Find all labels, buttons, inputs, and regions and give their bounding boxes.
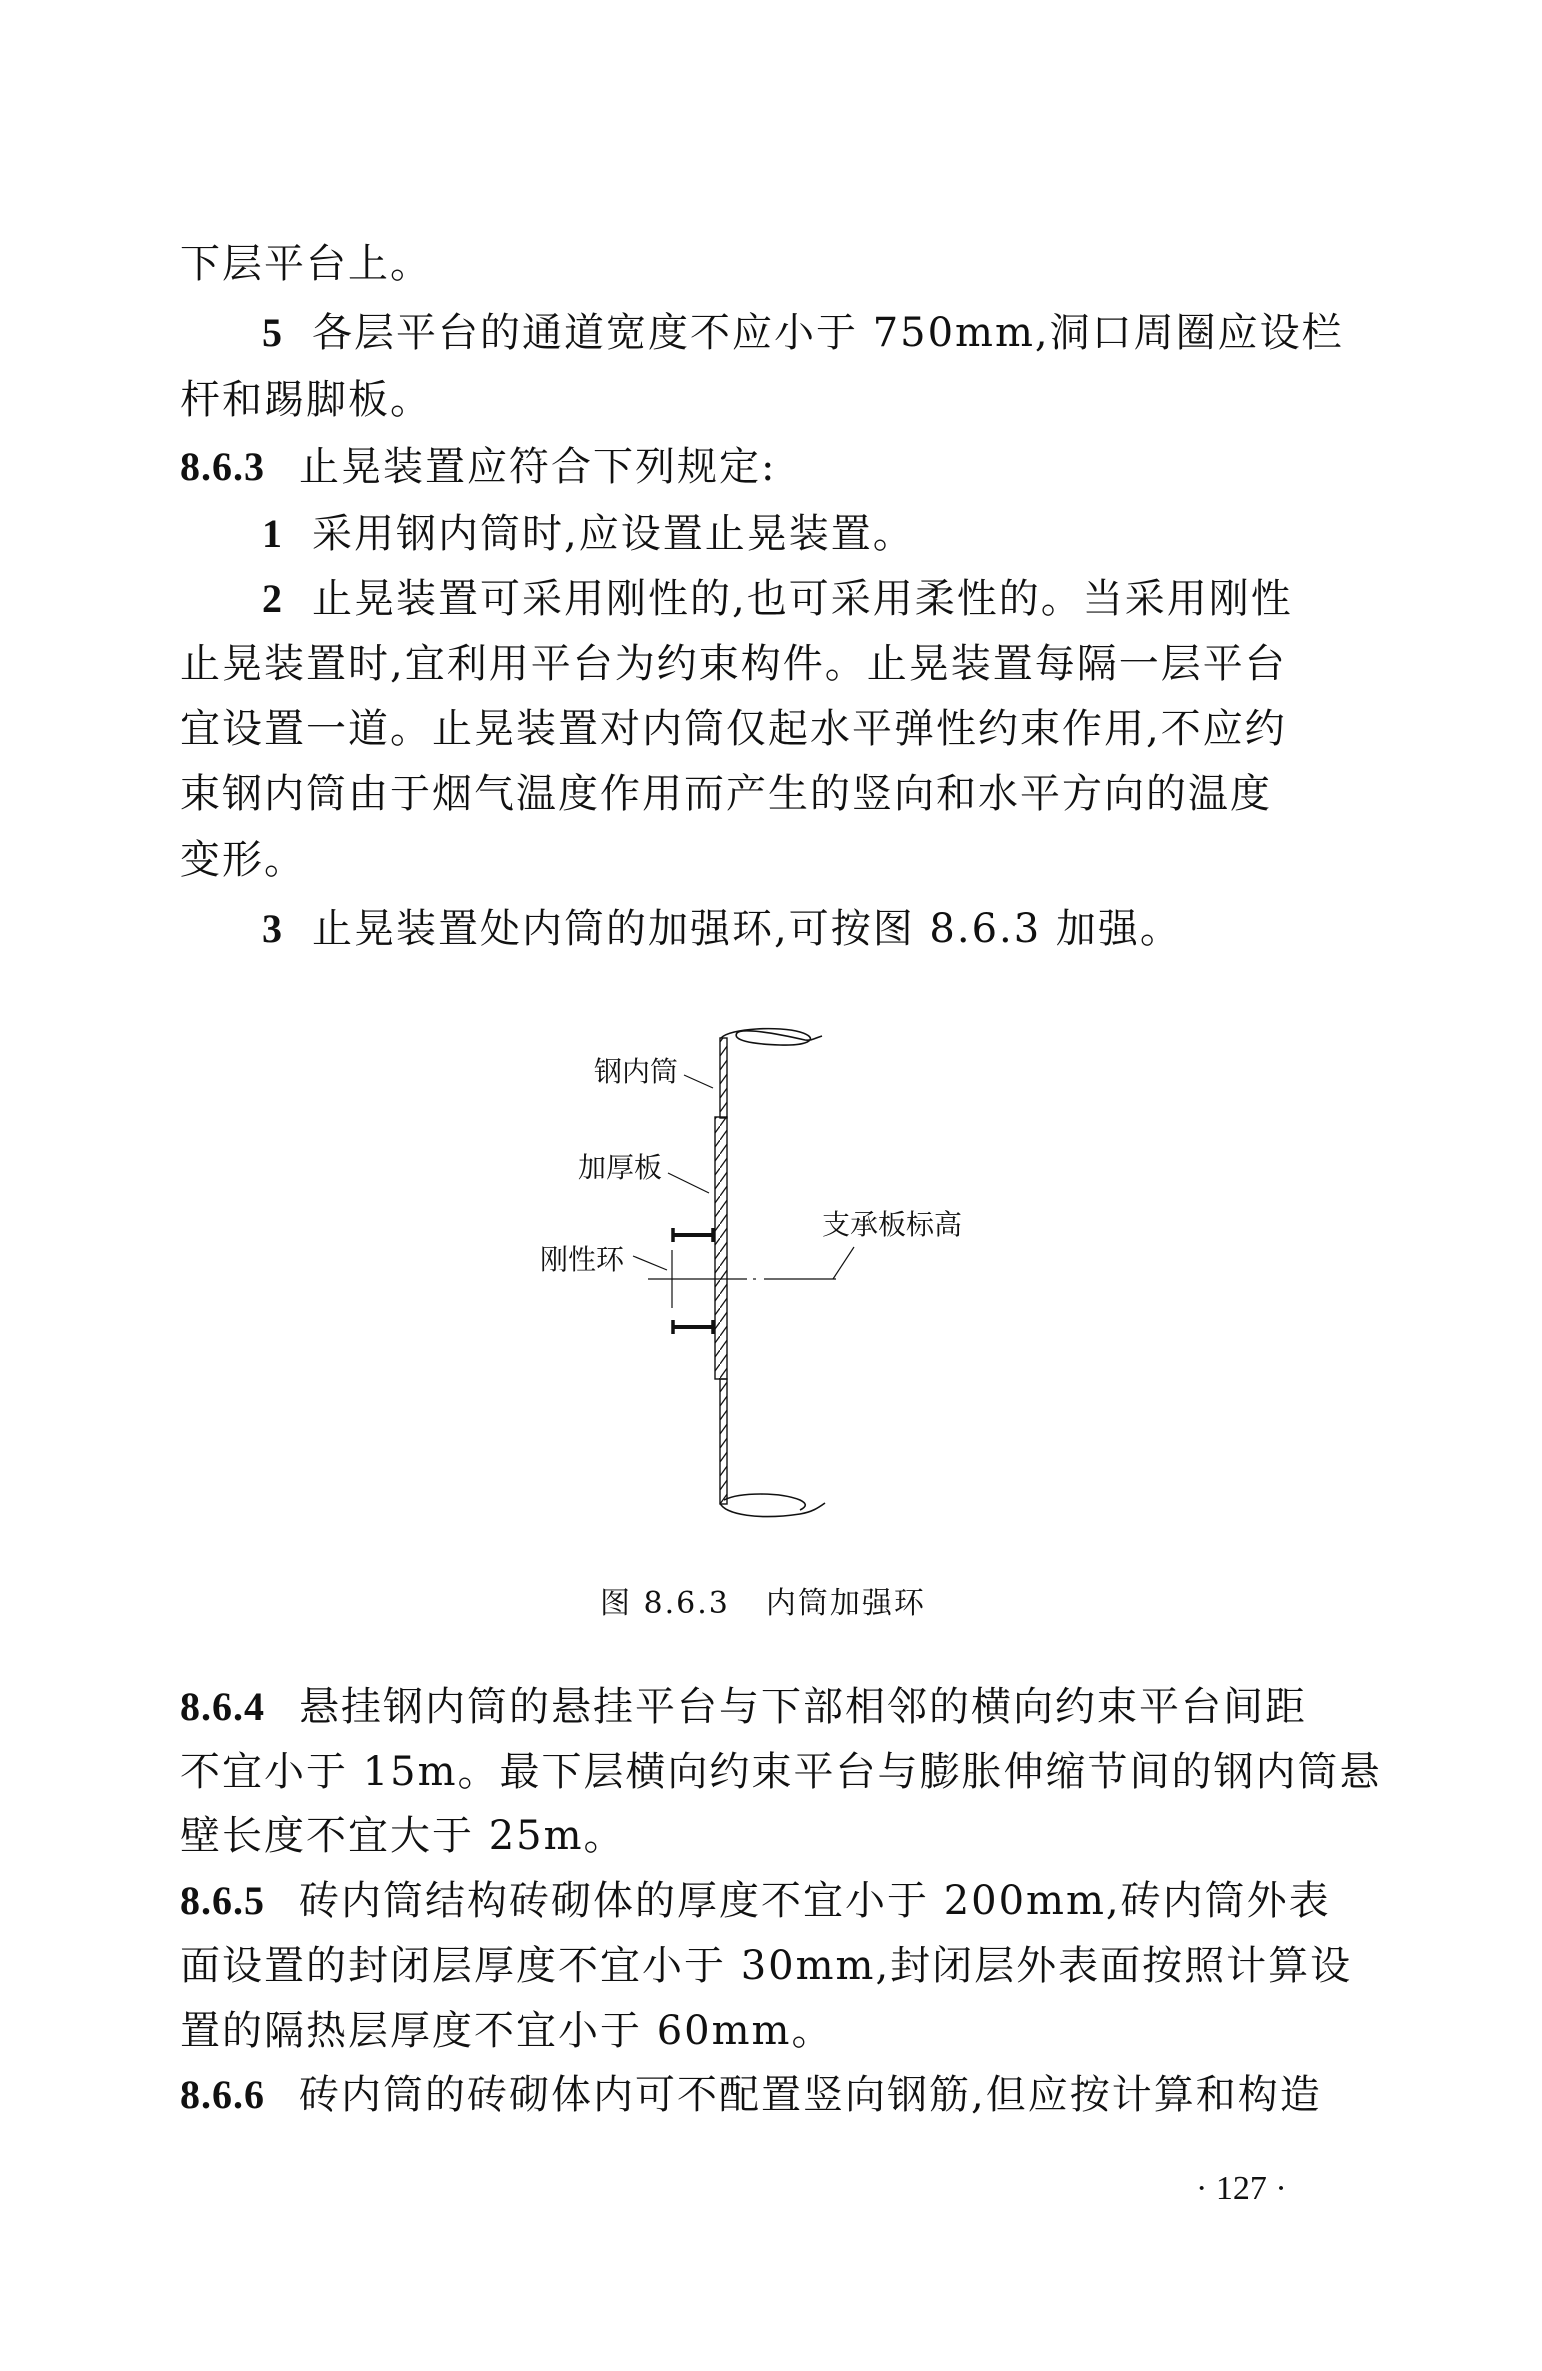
line-text: 止晃装置处内筒的加强环,可按图 8.6.3 加强。 <box>312 906 1182 952</box>
line-text: 采用钢内筒时,应设置止晃装置。 <box>312 511 915 557</box>
list-item-5 <box>262 309 1477 357</box>
line-text: 宜设置一道。止晃装置对内筒仅起水平弹性约束作用,不应约 <box>180 706 1287 752</box>
item-number: 5 <box>262 310 282 355</box>
line-text: 杆和踢脚板。 <box>180 377 432 423</box>
page-number: · 127 · <box>1196 2170 1287 2207</box>
section-8-6-6 <box>180 2071 1395 2119</box>
text-line-1 <box>180 240 1395 288</box>
text-line-9 <box>180 770 1395 818</box>
line-text: 下层平台上。 <box>180 241 432 287</box>
label-support-plate-elevation: 支承板标高 <box>822 1208 963 1241</box>
section-8-6-5 <box>180 1877 1395 1925</box>
text-line-16 <box>180 1942 1395 1990</box>
line-text: 变形。 <box>180 837 306 883</box>
text-line-10 <box>180 836 1395 884</box>
text-line-7 <box>180 640 1395 688</box>
label-rigid-ring: 刚性环 <box>540 1243 625 1276</box>
section-text: 砖内筒结构砖砌体的厚度不宜小于 200mm,砖内筒外表 <box>299 1878 1331 1924</box>
section-8-6-3 <box>180 443 1395 491</box>
label-steel-inner-tube: 钢内筒 <box>594 1055 679 1088</box>
section-number: 8.6.5 <box>180 1878 265 1923</box>
list-item-3 <box>262 905 1477 953</box>
text-line-17 <box>180 2007 1395 2055</box>
text-line-14 <box>180 1812 1395 1860</box>
line-text: 不宜小于 15m。最下层横向约束平台与膨胀伸缩节间的钢内筒悬 <box>180 1749 1382 1795</box>
figure-title: 内筒加强环 <box>765 1586 926 1621</box>
item-number: 2 <box>262 576 282 621</box>
section-text: 悬挂钢内筒的悬挂平台与下部相邻的横向约束平台间距 <box>299 1684 1307 1730</box>
line-text: 壁长度不宜大于 25m。 <box>180 1813 626 1859</box>
rigid-ring-lower <box>673 1320 713 1334</box>
item-number: 3 <box>262 906 282 951</box>
line-text: 置的隔热层厚度不宜小于 60mm。 <box>180 2008 834 2054</box>
section-text: 砖内筒的砖砌体内可不配置竖向钢筋,但应按计算和构造 <box>299 2072 1322 2118</box>
section-heading-text: 止晃装置应符合下列规定: <box>299 444 777 490</box>
figure-number: 图 8.6.3 <box>600 1586 730 1621</box>
section-number: 8.6.4 <box>180 1684 265 1729</box>
section-number: 8.6.3 <box>180 444 265 489</box>
line-text: 止晃装置可采用刚性的,也可采用柔性的。当采用刚性 <box>312 576 1293 622</box>
tube-diagram-graphic <box>500 1000 1100 1560</box>
list-item-1 <box>262 510 1477 558</box>
list-item-2 <box>262 575 1477 623</box>
label-thickened-plate: 加厚板 <box>578 1151 663 1184</box>
line-text: 面设置的封闭层厚度不宜小于 30mm,封闭层外表面按照计算设 <box>180 1943 1353 1989</box>
text-line-3 <box>180 376 1395 424</box>
section-number: 8.6.6 <box>180 2072 265 2117</box>
rigid-ring-upper <box>673 1228 713 1242</box>
text-line-8 <box>180 705 1395 753</box>
line-text: 各层平台的通道宽度不应小于 750mm,洞口周圈应设栏 <box>312 310 1344 356</box>
text-line-13 <box>180 1748 1395 1796</box>
line-text: 束钢内筒由于烟气温度作用而产生的竖向和水平方向的温度 <box>180 771 1272 817</box>
line-text: 止晃装置时,宜利用平台为约束构件。止晃装置每隔一层平台 <box>180 641 1287 687</box>
section-8-6-4 <box>180 1683 1395 1731</box>
item-number: 1 <box>262 511 282 556</box>
figure-inner-tube-reinforcing-ring <box>500 1000 1100 1560</box>
figure-caption <box>600 1578 926 1622</box>
